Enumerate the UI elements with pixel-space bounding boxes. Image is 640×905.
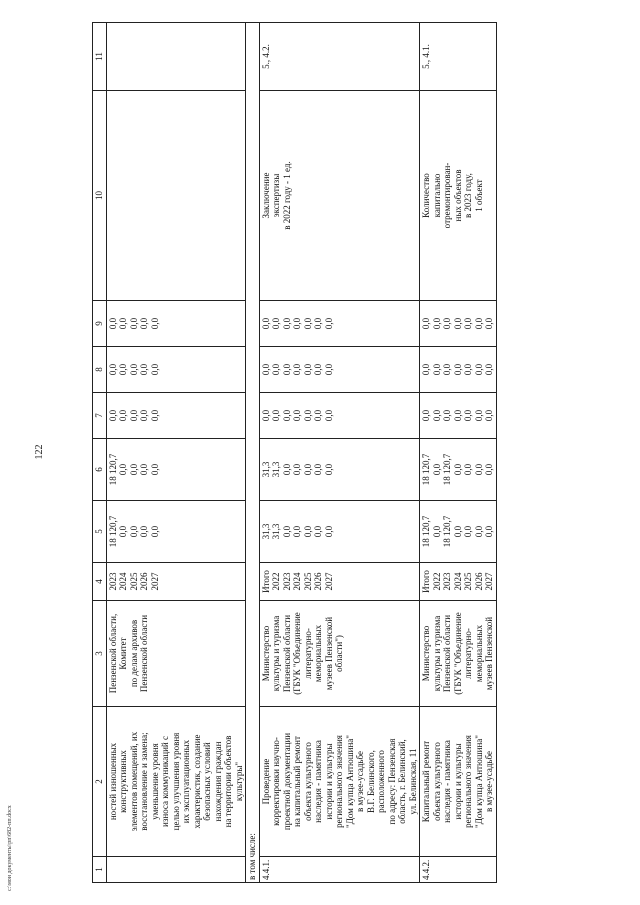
cell-line: (ГБУК "Объединение bbox=[292, 612, 302, 695]
header-col-5: 5 bbox=[93, 501, 107, 563]
cell-line: 0,0 bbox=[128, 525, 139, 538]
cell-line: объекта культурного bbox=[431, 742, 442, 821]
cell-line: 0,0 bbox=[271, 409, 281, 422]
cell-line: мемориальных bbox=[313, 624, 323, 683]
total-amount-cell bbox=[106, 501, 246, 563]
cell-line: 0,0 bbox=[149, 363, 160, 376]
cell-line: 0,0 bbox=[149, 409, 160, 422]
cell-line: Министерство bbox=[260, 625, 271, 682]
cell-line: 0,0 bbox=[281, 525, 292, 538]
cell-line: 0,0 bbox=[139, 463, 149, 476]
federal-budget-cell bbox=[420, 393, 497, 439]
cell-line: 0,0 bbox=[313, 463, 323, 476]
header-col-11: 11 bbox=[93, 23, 107, 91]
years-cell bbox=[420, 563, 497, 601]
cell-line: 2026 bbox=[313, 572, 323, 591]
cell-line: их эксплуатационных bbox=[181, 739, 191, 824]
cell-line: 18 120,7 bbox=[421, 515, 431, 548]
cell-line: 0,0 bbox=[431, 317, 442, 330]
cell-line: 0,0 bbox=[302, 317, 313, 330]
cell-line: культуры и туризма bbox=[431, 615, 442, 692]
cell-line: 0,0 bbox=[139, 409, 149, 422]
cell-line: (ГБУК "Объединение bbox=[452, 612, 463, 695]
cell-line: 2022 bbox=[271, 572, 281, 591]
cell-line: 0,0 bbox=[281, 409, 292, 422]
cell-line: регионального значения bbox=[463, 735, 473, 828]
cell-line: объекта культурного bbox=[302, 742, 313, 821]
cell-line: Пензенской области, bbox=[107, 613, 118, 694]
regional-budget-cell bbox=[259, 439, 420, 501]
cell-line: 0,0 bbox=[473, 525, 484, 538]
cell-line: 0,0 bbox=[128, 409, 139, 422]
cell-line: 2027 bbox=[149, 572, 160, 591]
cell-line: 0,0 bbox=[139, 525, 149, 538]
header-col-8: 8 bbox=[93, 347, 107, 393]
executor-cell bbox=[259, 601, 420, 707]
cell-line: 0,0 bbox=[442, 317, 452, 330]
cell-line: 0,0 bbox=[323, 463, 334, 476]
cell-line: области") bbox=[334, 635, 344, 672]
cell-line: 31,3 bbox=[271, 523, 281, 540]
cell-line: 0,0 bbox=[128, 363, 139, 376]
cell-line: 2023 bbox=[442, 572, 452, 591]
cell-line: износа коммуникаций с bbox=[160, 736, 170, 827]
cell-line: в 2023 году, bbox=[463, 173, 473, 218]
cell-line: 0,0 bbox=[452, 525, 463, 538]
cell-line: Капитальный ремонт bbox=[421, 740, 431, 823]
cell-line: 0,0 bbox=[107, 363, 118, 376]
cell-line: экспертизы bbox=[271, 173, 281, 218]
cell-line: регионального значения bbox=[334, 735, 344, 828]
other-sources-cell bbox=[420, 301, 497, 347]
header-col-6: 6 bbox=[93, 439, 107, 501]
cell-line: в музее-усадьбе bbox=[355, 751, 365, 812]
cell-line: 0,0 bbox=[463, 525, 473, 538]
cell-line: 0,0 bbox=[431, 525, 442, 538]
cell-line: безопасных условий bbox=[202, 742, 212, 821]
activity-name-cell bbox=[106, 707, 246, 857]
cell-line: ностей изношенных bbox=[107, 742, 118, 821]
cell-line: 2027 bbox=[484, 572, 494, 591]
indicator-cell bbox=[259, 91, 420, 301]
cell-line: 18 120,7 bbox=[442, 515, 452, 548]
cell-line: 2024 bbox=[292, 572, 302, 591]
cell-line: 0,0 bbox=[442, 409, 452, 422]
cell-line: 0,0 bbox=[149, 525, 160, 538]
cell-line: 18 120,7 bbox=[107, 515, 118, 548]
years-cell bbox=[106, 563, 246, 601]
cell-line: 0,0 bbox=[271, 363, 281, 376]
cell-line: музеев Пензенской bbox=[323, 616, 334, 691]
cell-line: 0,0 bbox=[128, 463, 139, 476]
cell-line: 0,0 bbox=[292, 409, 302, 422]
cell-line: 0,0 bbox=[313, 363, 323, 376]
cell-line: 2025 bbox=[128, 572, 139, 591]
cell-line: 0,0 bbox=[463, 363, 473, 376]
cell-line: Пензенской области bbox=[442, 614, 452, 693]
total-amount-cell bbox=[420, 501, 497, 563]
cell-line: 2024 bbox=[452, 572, 463, 591]
cell-line: 0,0 bbox=[463, 463, 473, 476]
cell-line: 2026 bbox=[473, 572, 484, 591]
cell-line: 0,0 bbox=[431, 463, 442, 476]
cell-line: 2027 bbox=[323, 572, 334, 591]
cell-line: 0,0 bbox=[473, 409, 484, 422]
cell-line: ных объектов bbox=[452, 169, 463, 222]
cell-line: 0,0 bbox=[431, 409, 442, 422]
cell-line: истории и культуры bbox=[452, 743, 463, 820]
executor-cell bbox=[420, 601, 497, 707]
federal-budget-cell bbox=[106, 393, 246, 439]
cell-line: по адресу: Пензенская bbox=[386, 738, 397, 825]
table-row bbox=[259, 23, 420, 883]
cell-line: 0,0 bbox=[118, 317, 128, 330]
activity-name-cell bbox=[259, 707, 420, 857]
cell-line: 2022 bbox=[431, 572, 442, 591]
cell-line: Количество bbox=[421, 173, 431, 218]
cell-line: 0,0 bbox=[473, 363, 484, 376]
cell-line: 0,0 bbox=[452, 463, 463, 476]
cell-line: 0,0 bbox=[302, 363, 313, 376]
cell-line: нахождения граждан bbox=[212, 741, 223, 822]
cell-line: 0,0 bbox=[484, 363, 494, 376]
local-budget-cell bbox=[259, 347, 420, 393]
cell-line: 0,0 bbox=[484, 317, 494, 330]
cell-line: 0,0 bbox=[473, 463, 484, 476]
rotated-table-container bbox=[92, 23, 612, 883]
cell-line: "Дом купца Антюшина" bbox=[344, 735, 355, 828]
cell-line: 0,0 bbox=[302, 409, 313, 422]
cell-line: 0,0 bbox=[313, 317, 323, 330]
cell-line: 0,0 bbox=[292, 463, 302, 476]
cell-line: 2026 bbox=[139, 572, 149, 591]
cell-line: наследия - памятника bbox=[313, 740, 323, 823]
cell-line: 0,0 bbox=[118, 363, 128, 376]
reference-cell: 5., 4.2. bbox=[259, 23, 420, 91]
cell-line: 0,0 bbox=[107, 317, 118, 330]
cell-line: 0,0 bbox=[302, 525, 313, 538]
in-total-label: в том числе: bbox=[246, 23, 260, 883]
cell-line: конструктивных bbox=[118, 750, 128, 813]
federal-budget-cell bbox=[259, 393, 420, 439]
cell-line: в 2022 году - 1 ед. bbox=[281, 161, 292, 230]
header-col-2: 2 bbox=[93, 707, 107, 857]
cell-line: 0,0 bbox=[118, 409, 128, 422]
page-number: 122 bbox=[34, 444, 45, 460]
header-col-7: 7 bbox=[93, 393, 107, 439]
cell-line: 18 120,7 bbox=[421, 453, 431, 486]
row-number-cell: 4.4.2. bbox=[420, 857, 497, 883]
cell-line: целью улучшения уровня bbox=[170, 732, 181, 831]
cell-line: Итого bbox=[260, 570, 271, 593]
cell-line: на территории объектов bbox=[223, 735, 233, 828]
cell-line: 2025 bbox=[302, 572, 313, 591]
cell-line: истории и культуры bbox=[323, 743, 334, 820]
cell-line: 0,0 bbox=[323, 409, 334, 422]
table-row bbox=[420, 23, 497, 883]
cell-line: характеристик, создание bbox=[191, 734, 202, 829]
cell-line: восстановление и замена; bbox=[139, 732, 149, 831]
cell-line: корректировки научно- bbox=[271, 737, 281, 826]
cell-line: 0,0 bbox=[292, 525, 302, 538]
cell-line: ул. Белинская, 11 bbox=[407, 748, 418, 815]
cell-line: 0,0 bbox=[452, 409, 463, 422]
header-col-1: 1 bbox=[93, 857, 107, 883]
header-col-3: 3 bbox=[93, 601, 107, 707]
cell-line: культуры и туризма bbox=[271, 615, 281, 692]
executor-cell bbox=[106, 601, 246, 707]
cell-line: 0,0 bbox=[281, 463, 292, 476]
cell-line: наследия - памятника bbox=[442, 740, 452, 823]
indicator-cell bbox=[106, 91, 246, 301]
program-activities-table bbox=[92, 22, 497, 883]
header-col-10: 10 bbox=[93, 91, 107, 301]
cell-line: 0,0 bbox=[463, 317, 473, 330]
cell-line: 0,0 bbox=[431, 363, 442, 376]
cell-line: 0,0 bbox=[323, 363, 334, 376]
cell-line: 0,0 bbox=[313, 525, 323, 538]
cell-line: Министерство bbox=[421, 625, 431, 682]
cell-line: капитально bbox=[431, 173, 442, 218]
cell-line: литературно- bbox=[302, 628, 313, 679]
row-number-cell bbox=[106, 857, 246, 883]
cell-line: 0,0 bbox=[313, 409, 323, 422]
cell-line: 0,0 bbox=[260, 317, 271, 330]
cell-line: 0,0 bbox=[484, 525, 494, 538]
cell-line: 0,0 bbox=[118, 463, 128, 476]
cell-line: 0,0 bbox=[149, 317, 160, 330]
cell-line: 0,0 bbox=[452, 317, 463, 330]
activity-name-cell bbox=[420, 707, 497, 857]
cell-line: 0,0 bbox=[281, 363, 292, 376]
header-row bbox=[93, 23, 107, 883]
cell-line: 2024 bbox=[118, 572, 128, 591]
local-budget-cell bbox=[106, 347, 246, 393]
cell-line: 0,0 bbox=[421, 363, 431, 376]
cell-line: уменьшение уровня bbox=[149, 743, 160, 820]
cell-line: 0,0 bbox=[139, 363, 149, 376]
years-cell bbox=[259, 563, 420, 601]
cell-line: элементов помещений, их bbox=[128, 731, 139, 832]
cell-line: Пензенской области bbox=[281, 614, 292, 693]
cell-line: 1 объект bbox=[473, 179, 484, 212]
cell-line: Комитет bbox=[118, 637, 128, 670]
table-row bbox=[106, 23, 246, 883]
cell-line: 0,0 bbox=[473, 317, 484, 330]
cell-line: 0,0 bbox=[452, 363, 463, 376]
table-row bbox=[246, 23, 260, 883]
local-budget-cell bbox=[420, 347, 497, 393]
cell-line: мемориальных bbox=[473, 624, 484, 683]
cell-line: 18 120,7 bbox=[107, 453, 118, 486]
cell-line: Заключение bbox=[260, 172, 271, 219]
cell-line: 2025 bbox=[463, 572, 473, 591]
cell-line: 0,0 bbox=[281, 317, 292, 330]
cell-line: 0,0 bbox=[271, 317, 281, 330]
cell-line: область, г. Белинский, bbox=[397, 739, 407, 824]
cell-line: 0,0 bbox=[421, 317, 431, 330]
row-number-cell: 4.4.1. bbox=[259, 857, 420, 883]
total-amount-cell bbox=[259, 501, 420, 563]
other-sources-cell bbox=[106, 301, 246, 347]
cell-line: 0,0 bbox=[463, 409, 473, 422]
cell-line: отремонтирован- bbox=[442, 162, 452, 229]
reference-cell: 5., 4.1. bbox=[420, 23, 497, 91]
cell-line: проектной документации bbox=[281, 732, 292, 831]
cell-line: 31,3 bbox=[260, 461, 271, 478]
header-col-9: 9 bbox=[93, 301, 107, 347]
cell-line: в музее-усадьбе bbox=[484, 751, 494, 812]
cell-line: 0,0 bbox=[292, 317, 302, 330]
cell-line: расположенного bbox=[376, 750, 386, 813]
footer-file-path: c:\мои документы\рп\682-пп.docx bbox=[7, 805, 13, 891]
cell-line: "Дом купца Антюшина" bbox=[473, 735, 484, 828]
cell-line: 0,0 bbox=[323, 317, 334, 330]
cell-line: 0,0 bbox=[118, 525, 128, 538]
header-col-4: 4 bbox=[93, 563, 107, 601]
cell-line: 2023 bbox=[281, 572, 292, 591]
cell-line: 0,0 bbox=[107, 409, 118, 422]
cell-line: музеев Пензенской bbox=[484, 616, 494, 691]
other-sources-cell bbox=[259, 301, 420, 347]
regional-budget-cell bbox=[106, 439, 246, 501]
cell-line: на капитальный ремонт bbox=[292, 736, 302, 827]
regional-budget-cell bbox=[420, 439, 497, 501]
cell-line: 2023 bbox=[107, 572, 118, 591]
cell-line: Пензенской области bbox=[139, 614, 149, 693]
cell-line: культуры" bbox=[233, 761, 244, 802]
cell-line: 0,0 bbox=[442, 363, 452, 376]
cell-line: 31,3 bbox=[260, 523, 271, 540]
cell-line: 0,0 bbox=[323, 525, 334, 538]
cell-line: 0,0 bbox=[421, 409, 431, 422]
cell-line: 0,0 bbox=[484, 409, 494, 422]
indicator-cell bbox=[420, 91, 497, 301]
cell-line: 0,0 bbox=[484, 463, 494, 476]
cell-line: 18 120,7 bbox=[442, 453, 452, 486]
cell-line: 0,0 bbox=[139, 317, 149, 330]
cell-line: по делам архивов bbox=[128, 619, 139, 688]
cell-line: Проведение bbox=[260, 758, 271, 805]
cell-line: 0,0 bbox=[128, 317, 139, 330]
cell-line: 31,3 bbox=[271, 461, 281, 478]
cell-line: 0,0 bbox=[260, 363, 271, 376]
reference-cell bbox=[106, 23, 246, 91]
cell-line: Итого bbox=[421, 570, 431, 593]
cell-line: 0,0 bbox=[302, 463, 313, 476]
cell-line: 0,0 bbox=[292, 363, 302, 376]
cell-line: литературно- bbox=[463, 628, 473, 679]
cell-line: 0,0 bbox=[260, 409, 271, 422]
cell-line: 0,0 bbox=[149, 463, 160, 476]
cell-line: В.Г. Белинского, bbox=[365, 750, 376, 813]
